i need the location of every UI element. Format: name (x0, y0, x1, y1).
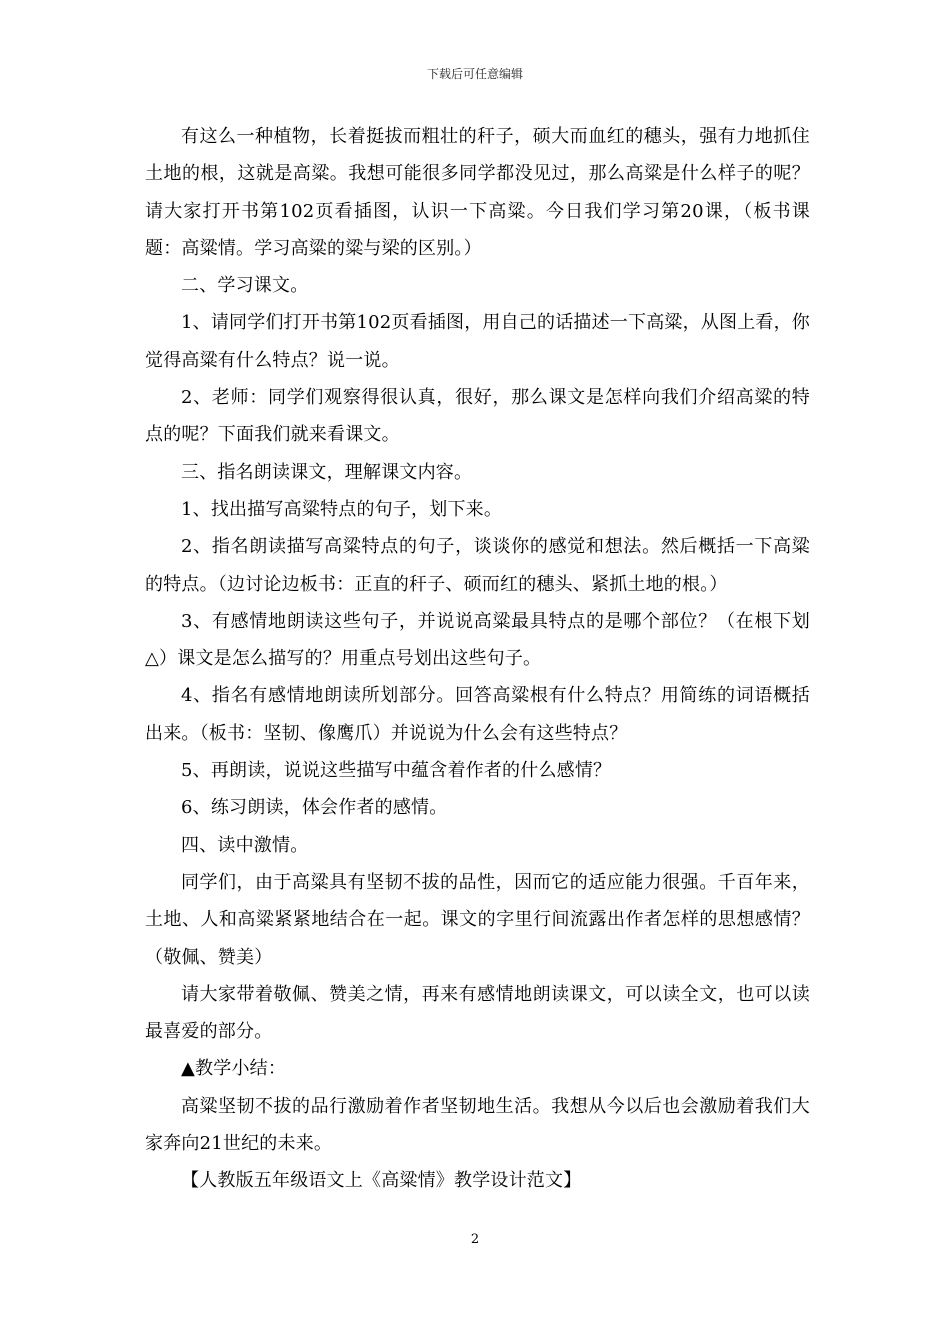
document-body (145, 118, 810, 1200)
page-number: 2 (470, 1232, 480, 1247)
paragraph-summary: 高粱坚韧不拔的品行激励着作者坚韧地生活。我想从今以后也会激励着我们大家奔向21世纪的未来。 (145, 1095, 810, 1155)
paragraph-reading-6: 6、练习朗读，体会作者的感情。 (181, 797, 448, 819)
paragraph-emotion-1: 同学们，由于高粱具有坚韧不拔的品性，因而它的适应能力很强。千百年来，土地、人和高粱紧紧地结合在一起。课文的字里行间流露出作者怎样的思想感情？（敬佩、赞美） (145, 871, 810, 968)
paragraph-reading-4: 4、指名有感情地朗读所划部分。回答高粱根有什么特点？用简练的词语概括出来。（板书：坚韧、像鹰爪）并说说为什么会有这些特点？ (145, 685, 810, 744)
paragraph-reading-2: 2、指名朗读描写高粱特点的句子，谈谈你的感觉和想法。然后概括一下高粱的特点。（边讨论边板书：正直的秆子、硕而红的穗头、紧抓土地的根。） (145, 536, 810, 595)
section-heading-reading: 三、指名朗读课文，理解课文内容。 (181, 461, 473, 483)
paragraph-reading-1: 1、找出描写高粱特点的句子，划下来。 (181, 498, 503, 520)
section-heading-emotion: 四、读中激情。 (181, 834, 309, 856)
paragraph-step-1: 1、请同学们打开书第102页看插图，用自己的话描述一下高粱，从图上看，你觉得高粱有什么特点？说一说。 (145, 312, 811, 371)
paragraph-step-2: 2、老师：同学们观察得很认真，很好，那么课文是怎样向我们介绍高粱的特点的呢？下面我们就来看课文。 (145, 387, 810, 446)
section-heading-summary: ▲教学小结： (181, 1058, 287, 1080)
document-title-footer: 【人教版五年级语文上《高粱情》教学设计范文】 (181, 1170, 582, 1192)
section-heading-study-text: 二、学习课文。 (181, 275, 309, 297)
paragraph-intro: 有这么一种植物，长着挺拔而粗壮的秆子，硕大而血红的穗头，强有力地抓住土地的根，这就是高粱。我想可能很多同学都没见过，那么高粱是什么样子的呢？请大家打开书第102页看插图，认识一下高粱。今日我们学习第20课，（板书课题：高粱情。学习高粱的粱与梁的区别。） (145, 126, 810, 259)
paragraph-reading-3: 3、有感情地朗读这些句子，并说说高粱最具特点的是哪个部位？（在根下划△）课文是怎么描写的？用重点号划出这些句子。 (145, 610, 810, 670)
page-header: 下载后可任意编辑 (426, 67, 523, 81)
paragraph-emotion-2: 请大家带着敬佩、赞美之情，再来有感情地朗读课文，可以读全文，也可以读最喜爱的部分。 (145, 983, 810, 1043)
paragraph-reading-5: 5、再朗读，说说这些描写中蕴含着作者的什么感情？ (181, 760, 612, 782)
